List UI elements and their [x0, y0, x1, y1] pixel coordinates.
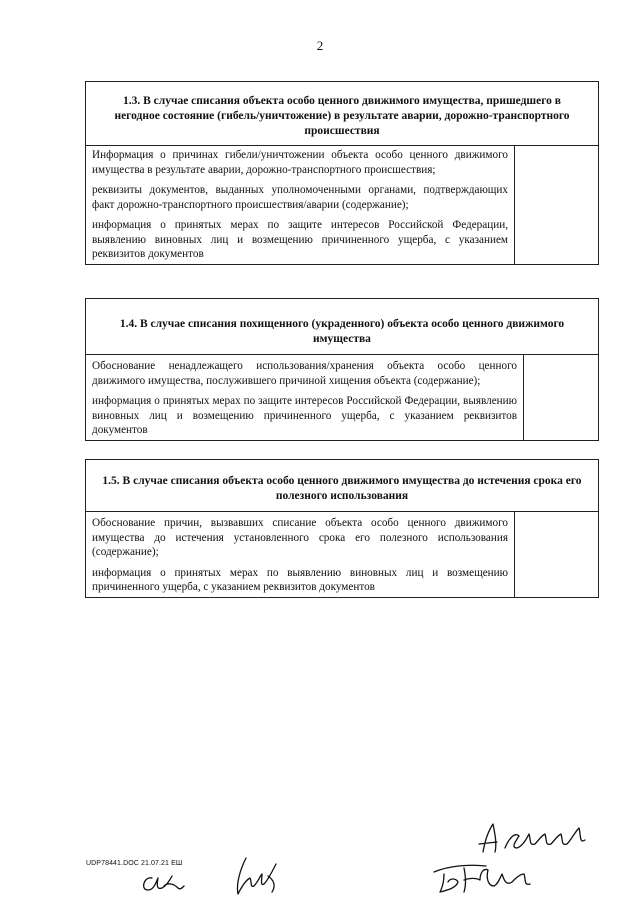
section-1-5-paragraph-1: Обоснование причин, вызвавших списание объекта особо ценного движимого имущества до истечения установленного срока его полезного использования (содержание);: [92, 517, 508, 558]
section-1-4-paragraph-2: информация о принятых мерах по защите интересов Российской Федерации, выявлению виновных лиц и возмещению причиненного ущерба, с указанием реквизитов документов: [92, 395, 517, 436]
section-1-3-title: 1.3. В случае списания объекта особо ценного движимого имущества, пришедшего в негодное состояние (гибель/уничтожение) в результате аварии, дорожно-транспортного происшествия: [86, 82, 598, 146]
section-1-3-text-column: [86, 146, 515, 264]
section-1-5-title: 1.5. В случае списания объекта особо ценного движимого имущества до истечения срока его полезного использования: [86, 460, 598, 512]
signature-right-bottom: [428, 852, 538, 900]
page-number: 2: [316, 38, 324, 53]
section-1-3-paragraph-1: Информация о причинах гибели/уничтожении объекта особо ценного движимого имущества в результате аварии, дорожно-транспортного происшествия;: [92, 149, 508, 176]
section-1-5-text-column: [86, 512, 515, 597]
section-1-5-table: [85, 459, 599, 598]
signature-middle: [228, 850, 288, 900]
section-1-3-paragraph-2: реквизиты документов, выданных уполномоченными органами, подтверждающих факт дорожно-транспортного происшествия/аварии (содержание);: [92, 184, 508, 211]
section-1-4-mark-column: [524, 355, 598, 440]
section-1-5-paragraph-2: информация о принятых мерах по выявлению виновных лиц и возмещению причиненного ущерба, с указанием реквизитов документов: [92, 566, 508, 593]
section-1-4-table: [85, 298, 599, 441]
section-1-4-paragraph-1: Обоснование ненадлежащего использования/хранения объекта особо ценного движимого имущества, послужившего причиной хищения объекта (содержание);: [92, 360, 517, 387]
section-1-4-text-column: [86, 355, 524, 440]
section-1-3-body: [86, 146, 598, 264]
section-1-5-mark-column: [515, 512, 598, 597]
section-1-4-body: [86, 355, 598, 440]
section-1-3-mark-column: [515, 146, 598, 264]
signature-initials-left: [138, 868, 188, 898]
section-1-3-table: [85, 81, 599, 265]
section-1-4-title: 1.4. В случае списания похищенного (украденного) объекта особо ценного движимого имущества: [86, 299, 598, 355]
section-1-3-paragraph-3: информация о принятых мерах по защите интересов Российской Федерации, выявлению виновных лиц и возмещению причиненного ущерба, с указанием реквизитов документов: [92, 219, 508, 260]
footer-document-code: UDP78441.DOC 21.07.21 ЕШ: [86, 860, 183, 867]
section-1-5-body: [86, 512, 598, 597]
